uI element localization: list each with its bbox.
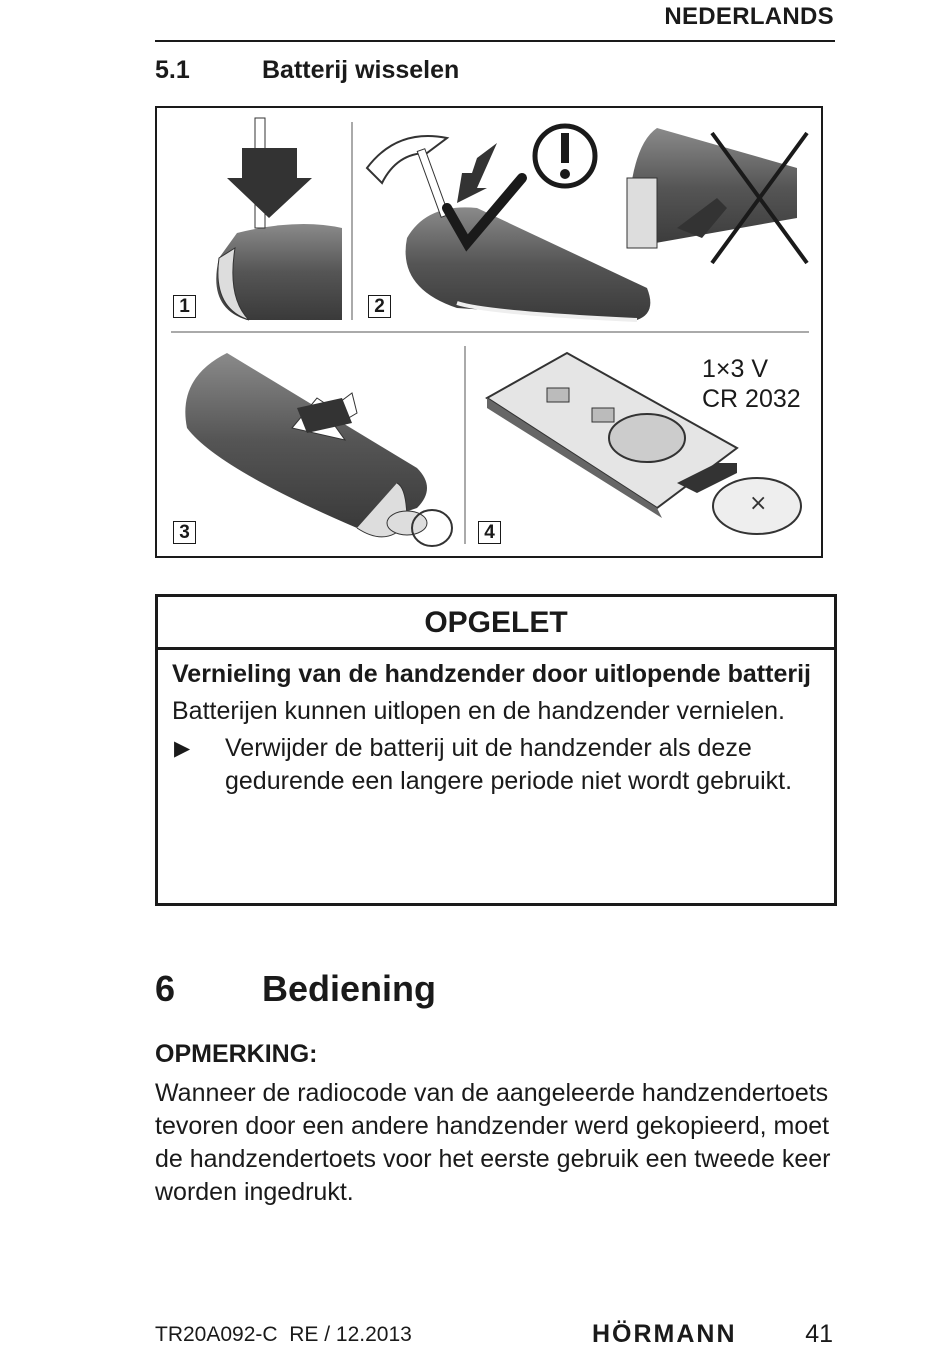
note-text: Wanneer de radiocode van de aangeleerde handzendertoets tevoren door een andere handzender werd gekopieerd, moet de handzendertoets voor het eerste gebruik een tweede keer worden ingedrukt. xyxy=(155,1079,831,1206)
caution-instruction xyxy=(172,732,822,798)
battery-replacement-figure xyxy=(155,106,823,558)
step-number-3: 3 xyxy=(173,521,196,544)
warning-pictogram xyxy=(535,126,807,263)
battery-type: CR 2032 xyxy=(702,385,801,413)
step-number-2: 2 xyxy=(368,295,391,318)
step-number-4: 4 xyxy=(478,521,501,544)
chapter-title: Bediening xyxy=(262,968,437,1009)
step1-illustration xyxy=(216,118,342,320)
triangle-bullet-icon: ▶ xyxy=(174,737,191,760)
footer-doc-code: TR20A092-C RE / 12.2013 xyxy=(155,1323,412,1346)
caution-subtitle: Vernieling van de handzender door uitlopende batterij xyxy=(172,660,811,688)
step3-illustration xyxy=(185,353,452,546)
battery-spec xyxy=(702,354,801,414)
caution-instruction-text: Verwijder de batterij uit de handzender als deze gedurende een langere periode niet wordt gebruikt. xyxy=(225,734,793,795)
caution-text: Batterijen kunnen uitlopen en de handzender vernielen. xyxy=(172,697,785,725)
battery-illustration xyxy=(157,108,821,556)
header-language: NEDERLANDS xyxy=(664,3,834,30)
section-number: 5.1 xyxy=(155,56,190,84)
page-number: 41 xyxy=(805,1320,833,1348)
section-title: Batterij wisselen xyxy=(262,56,460,84)
chapter-heading-6 xyxy=(155,968,437,1010)
chapter-number: 6 xyxy=(155,968,176,1009)
step2-illustration xyxy=(367,136,650,320)
brand-logo: HÖRMANN xyxy=(592,1320,737,1348)
battery-count-voltage: 1×3 V xyxy=(702,355,769,383)
step-number-1: 1 xyxy=(173,295,196,318)
section-heading-5-1 xyxy=(155,56,460,85)
note-label: OPMERKING: xyxy=(155,1040,318,1068)
svg-text:×: × xyxy=(749,491,768,516)
caution-box xyxy=(155,594,837,906)
header-rule xyxy=(155,40,835,42)
caution-heading: OPGELET xyxy=(158,597,834,650)
